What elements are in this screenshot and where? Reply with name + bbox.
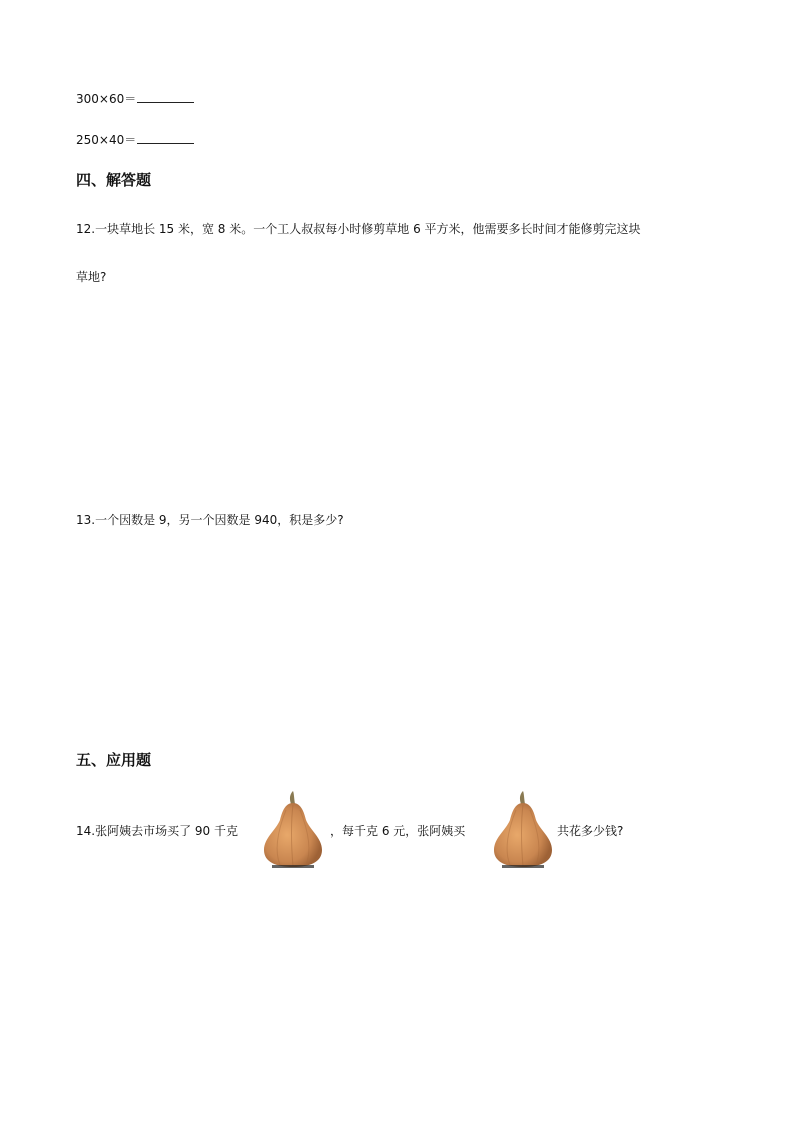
calc-line-2 (76, 131, 194, 148)
answer-blank-1[interactable] (137, 90, 194, 103)
calc-expression-2: 250×40＝ (76, 133, 137, 147)
pumpkin-icon (258, 790, 328, 868)
question-13: 13.一个因数是 9，另一个因数是 940，积是多少? (76, 513, 344, 527)
question-12-line-2: 草地? (76, 270, 107, 284)
answer-blank-2[interactable] (137, 131, 194, 144)
question-14-part-2: ，每千克 6 元，张阿姨买 (330, 824, 466, 838)
calc-expression-1: 300×60＝ (76, 92, 137, 106)
calc-line-1 (76, 90, 194, 107)
question-12-line-1: 12.一块草地长 15 米，宽 8 米。一个工人叔叔每小时修剪草地 6 平方米，他需要多长时间才能修剪完这块 (76, 222, 641, 236)
question-14-part-3: 共花多少钱? (557, 824, 624, 838)
section-heading-5: 五、应用题 (76, 751, 152, 769)
section-heading-4: 四、解答题 (76, 171, 152, 189)
question-14-part-1: 14.张阿姨去市场买了 90 千克 (76, 824, 238, 838)
pumpkin-icon (488, 790, 558, 868)
